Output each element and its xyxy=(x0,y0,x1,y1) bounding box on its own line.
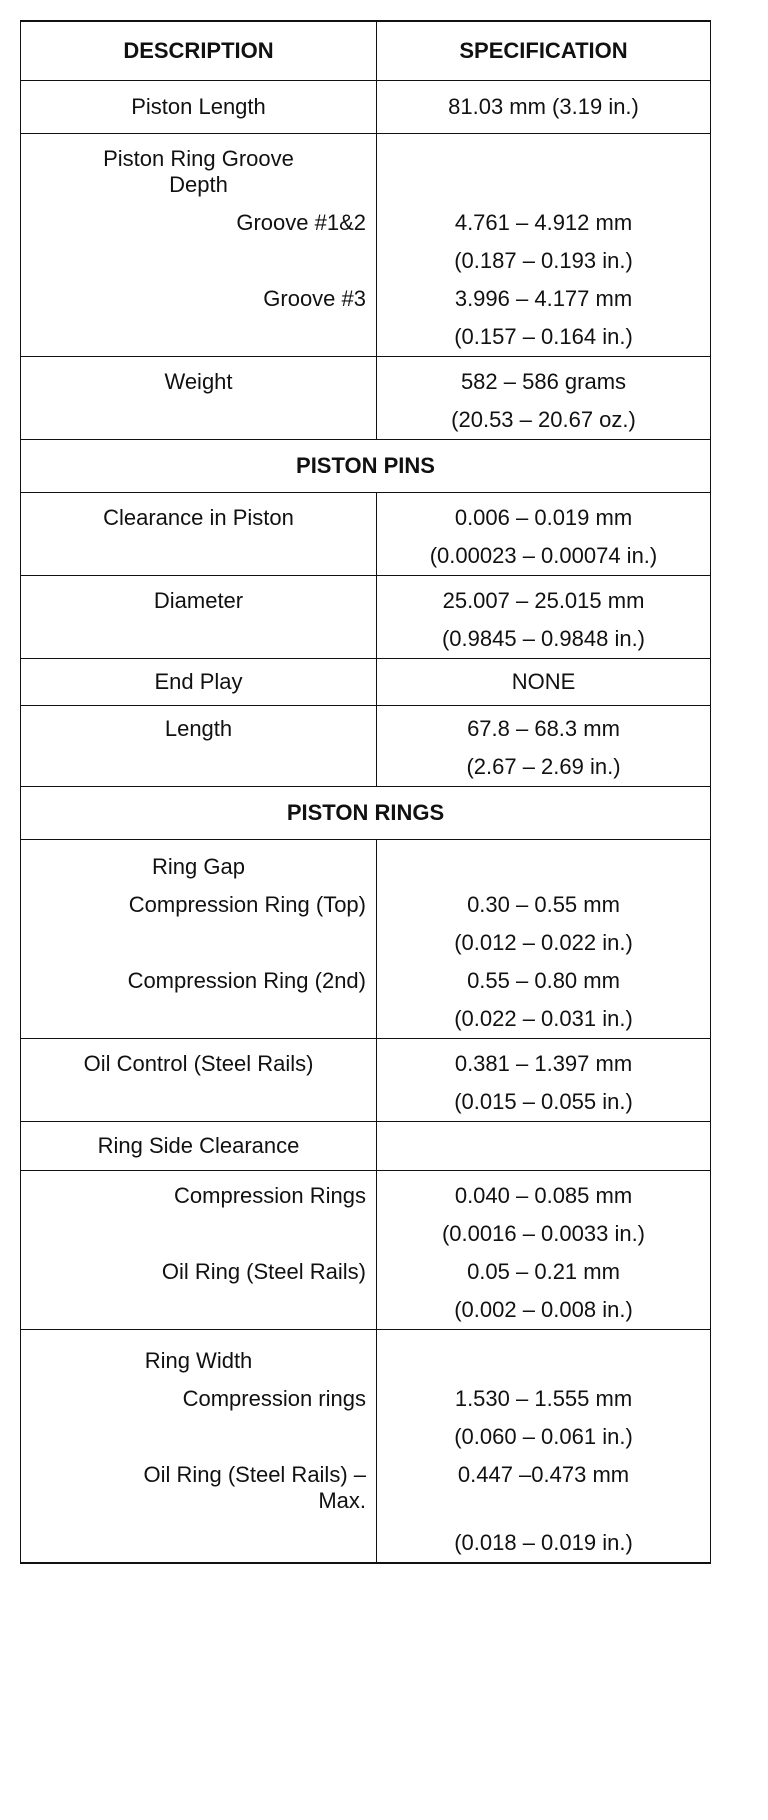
side-comp-mm: 0.040 – 0.085 mm xyxy=(454,1183,633,1208)
side-clearance-label: Ring Side Clearance xyxy=(97,1133,300,1158)
weight-grams: 582 – 586 grams xyxy=(460,369,627,394)
table-row xyxy=(21,1330,711,1381)
table-row xyxy=(21,1380,711,1456)
side-oil-mm: 0.05 – 0.21 mm xyxy=(467,1259,620,1284)
width-oil-label: Oil Ring (Steel Rails) – Max. xyxy=(143,1462,366,1513)
oil-control-in: (0.015 – 0.055 in.) xyxy=(454,1089,633,1114)
width-oil-mm: 0.447 –0.473 mm xyxy=(457,1462,630,1487)
groove-3-mm: 3.996 – 4.177 mm xyxy=(454,286,633,311)
table-row xyxy=(21,840,711,887)
table-row xyxy=(21,1122,711,1171)
comp-top-mm: 0.30 – 0.55 mm xyxy=(467,892,620,917)
clearance-in: (0.00023 – 0.00074 in.) xyxy=(429,543,658,568)
table-row xyxy=(21,1253,711,1330)
end-play-label: End Play xyxy=(154,669,243,694)
piston-length-spec: 81.03 mm (3.19 in.) xyxy=(448,94,639,119)
table-row xyxy=(21,962,711,1039)
groove-depth-label: Piston Ring Groove Depth xyxy=(103,146,294,197)
table-row xyxy=(21,1456,711,1563)
diameter-mm: 25.007 – 25.015 mm xyxy=(442,588,645,613)
width-comp-in: (0.060 – 0.061 in.) xyxy=(454,1424,633,1449)
side-comp-in: (0.0016 – 0.0033 in.) xyxy=(441,1221,646,1246)
table-row xyxy=(21,886,711,962)
section-title-piston-rings: PISTON RINGS xyxy=(21,787,711,840)
oil-control-label: Oil Control (Steel Rails) xyxy=(83,1051,314,1076)
clearance-label: Clearance in Piston xyxy=(103,505,294,530)
end-play-spec: NONE xyxy=(511,669,576,694)
table-row xyxy=(21,204,711,280)
pin-length-mm: 67.8 – 68.3 mm xyxy=(467,716,620,741)
diameter-in: (0.9845 – 0.9848 in.) xyxy=(441,626,646,651)
table-row xyxy=(21,280,711,357)
specification-table xyxy=(20,20,711,1564)
comp-top-label: Compression Ring (Top) xyxy=(128,892,366,917)
groove-12-mm: 4.761 – 4.912 mm xyxy=(454,210,633,235)
side-comp-label: Compression Rings xyxy=(174,1183,366,1208)
table-row xyxy=(21,357,711,440)
comp-2nd-mm: 0.55 – 0.80 mm xyxy=(467,968,620,993)
clearance-mm: 0.006 – 0.019 mm xyxy=(454,505,633,530)
specification-column-header: SPECIFICATION xyxy=(377,21,711,81)
oil-control-mm: 0.381 – 1.397 mm xyxy=(454,1051,633,1076)
table-row xyxy=(21,1171,711,1254)
width-comp-label: Compression rings xyxy=(182,1386,366,1411)
side-oil-label: Oil Ring (Steel Rails) xyxy=(161,1259,366,1284)
comp-top-in: (0.012 – 0.022 in.) xyxy=(454,930,633,955)
piston-length-label: Piston Length xyxy=(131,94,266,119)
table-header-row xyxy=(21,21,711,81)
groove-12-in: (0.187 – 0.193 in.) xyxy=(454,248,633,273)
ring-width-label: Ring Width xyxy=(144,1348,253,1373)
ring-gap-label: Ring Gap xyxy=(152,854,245,879)
diameter-label: Diameter xyxy=(153,588,244,613)
table-row xyxy=(21,493,711,576)
side-oil-in: (0.002 – 0.008 in.) xyxy=(454,1297,633,1322)
table-row xyxy=(21,706,711,787)
groove-3-in: (0.157 – 0.164 in.) xyxy=(454,324,633,349)
pin-length-in: (2.67 – 2.69 in.) xyxy=(466,754,621,779)
table-row xyxy=(21,1039,711,1122)
section-title-piston-pins: PISTON PINS xyxy=(21,440,711,493)
weight-oz: (20.53 – 20.67 oz.) xyxy=(451,407,636,432)
width-comp-mm: 1.530 – 1.555 mm xyxy=(454,1386,633,1411)
section-row-piston-pins xyxy=(21,440,711,493)
weight-label: Weight xyxy=(164,369,233,394)
table-row xyxy=(21,576,711,659)
pin-length-label: Length xyxy=(164,716,233,741)
groove-12-label: Groove #1&2 xyxy=(236,210,366,235)
description-column-header: DESCRIPTION xyxy=(21,21,377,81)
width-oil-in: (0.018 – 0.019 in.) xyxy=(454,1530,633,1555)
table-row xyxy=(21,134,711,205)
comp-2nd-in: (0.022 – 0.031 in.) xyxy=(454,1006,633,1031)
section-row-piston-rings xyxy=(21,787,711,840)
comp-2nd-label: Compression Ring (2nd) xyxy=(127,968,366,993)
groove-3-label: Groove #3 xyxy=(263,286,366,311)
table-row xyxy=(21,81,711,134)
table-row xyxy=(21,659,711,706)
